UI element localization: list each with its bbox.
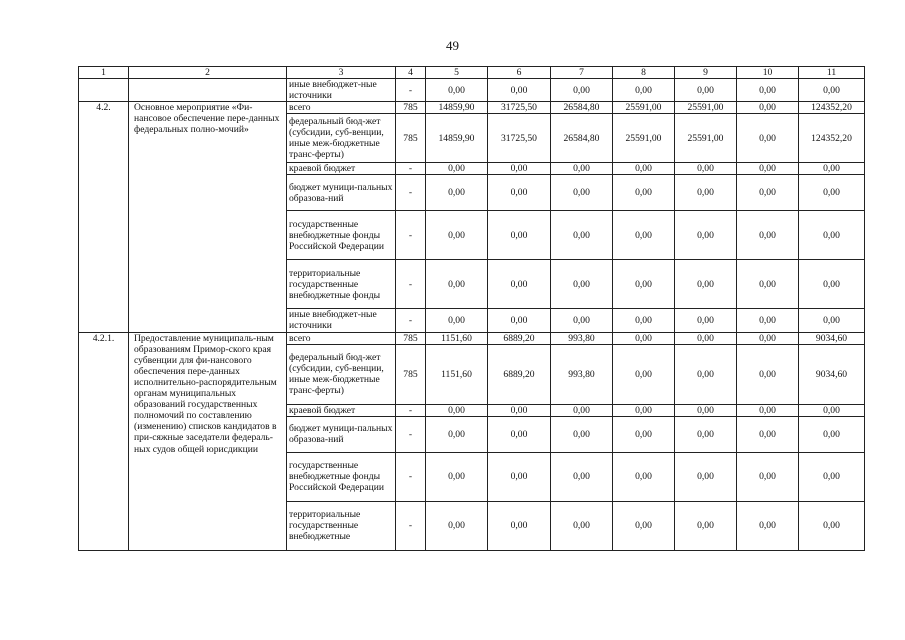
column-number-header: 3: [287, 67, 396, 79]
amount-cell: 1151,60: [426, 332, 488, 344]
amount-cell: 0,00: [551, 163, 613, 175]
table-row: [79, 102, 865, 114]
code-cell: -: [396, 260, 426, 309]
amount-cell: 0,00: [799, 175, 865, 211]
code-cell: 785: [396, 332, 426, 344]
amount-cell: 0,00: [613, 211, 675, 260]
amount-cell: 0,00: [799, 163, 865, 175]
amount-cell: 0,00: [426, 175, 488, 211]
amount-cell: 0,00: [799, 404, 865, 416]
amount-cell: 0,00: [551, 175, 613, 211]
page-number: 49: [446, 38, 459, 53]
funding-source-cell: государственные внебюджетные фонды Российской Федерации: [287, 211, 396, 260]
amount-cell: 0,00: [737, 404, 799, 416]
funding-source-cell: краевой бюджет: [287, 163, 396, 175]
code-cell: 785: [396, 102, 426, 114]
column-number-header: 5: [426, 67, 488, 79]
amount-cell: 0,00: [737, 211, 799, 260]
funding-source-cell: территориальные государственные внебюджетные фонды: [287, 260, 396, 309]
amount-cell: 31725,50: [488, 114, 551, 163]
amount-cell: 0,00: [799, 309, 865, 332]
item-number-cell: 4.2.1.: [79, 332, 129, 550]
amount-cell: 0,00: [675, 416, 737, 452]
funding-source-cell: всего: [287, 102, 396, 114]
amount-cell: 0,00: [675, 260, 737, 309]
funding-source-cell: иные внебюджет-ные источники: [287, 79, 396, 102]
amount-cell: 0,00: [737, 501, 799, 550]
amount-cell: 0,00: [613, 309, 675, 332]
amount-cell: 0,00: [551, 79, 613, 102]
amount-cell: 0,00: [488, 260, 551, 309]
column-number-header: 1: [79, 67, 129, 79]
amount-cell: 0,00: [613, 163, 675, 175]
amount-cell: 0,00: [737, 175, 799, 211]
amount-cell: 0,00: [426, 309, 488, 332]
column-number-header: 7: [551, 67, 613, 79]
amount-cell: 0,00: [613, 332, 675, 344]
amount-cell: 0,00: [551, 211, 613, 260]
funding-source-cell: федеральный бюд-жет (субсидии, суб-венции, иные меж-бюджетные транс-ферты): [287, 114, 396, 163]
item-name-cell: Предоставление муниципаль-ным образованиям Примор-ского края субвенции для фи-нансового обеспечения пере-данных исполнительно-распорядительным органам муниципальных образований государственных полномочий по составлению (изменению) списков кандидатов в при-сяжные заседатели федераль-ных судов общей юрисдикции: [129, 332, 287, 550]
amount-cell: 14859,90: [426, 114, 488, 163]
amount-cell: 0,00: [488, 79, 551, 102]
amount-cell: 0,00: [613, 416, 675, 452]
code-cell: -: [396, 309, 426, 332]
amount-cell: 0,00: [737, 344, 799, 404]
amount-cell: 0,00: [551, 416, 613, 452]
funding-source-cell: государственные внебюджетные фонды Российской Федерации: [287, 452, 396, 501]
amount-cell: 0,00: [675, 404, 737, 416]
code-cell: -: [396, 79, 426, 102]
amount-cell: 0,00: [426, 79, 488, 102]
code-cell: -: [396, 175, 426, 211]
amount-cell: 0,00: [737, 79, 799, 102]
amount-cell: 0,00: [426, 404, 488, 416]
amount-cell: 0,00: [675, 175, 737, 211]
amount-cell: 25591,00: [675, 102, 737, 114]
amount-cell: 0,00: [613, 260, 675, 309]
column-number-header: 4: [396, 67, 426, 79]
item-number-cell: 4.2.: [79, 102, 129, 332]
row-number-cell: [79, 79, 129, 102]
amount-cell: 0,00: [799, 501, 865, 550]
code-cell: -: [396, 452, 426, 501]
amount-cell: 0,00: [613, 79, 675, 102]
column-number-header: 6: [488, 67, 551, 79]
amount-cell: 0,00: [737, 102, 799, 114]
amount-cell: 0,00: [488, 211, 551, 260]
amount-cell: 0,00: [551, 404, 613, 416]
amount-cell: 0,00: [426, 452, 488, 501]
funding-source-cell: территориальные государственные внебюджетные: [287, 501, 396, 550]
amount-cell: 26584,80: [551, 114, 613, 163]
funding-source-cell: иные внебюджет-ные источники: [287, 309, 396, 332]
funding-source-cell: всего: [287, 332, 396, 344]
amount-cell: 9034,60: [799, 344, 865, 404]
code-cell: -: [396, 211, 426, 260]
amount-cell: 0,00: [675, 501, 737, 550]
amount-cell: 6889,20: [488, 332, 551, 344]
amount-cell: 0,00: [799, 260, 865, 309]
funding-source-cell: краевой бюджет: [287, 404, 396, 416]
amount-cell: 0,00: [675, 79, 737, 102]
row-name-cell: [129, 79, 287, 102]
table-row: [79, 332, 865, 344]
amount-cell: 31725,50: [488, 102, 551, 114]
amount-cell: 0,00: [551, 260, 613, 309]
amount-cell: 0,00: [675, 344, 737, 404]
amount-cell: 0,00: [488, 404, 551, 416]
amount-cell: 0,00: [551, 501, 613, 550]
amount-cell: 0,00: [426, 260, 488, 309]
amount-cell: 25591,00: [613, 102, 675, 114]
amount-cell: 0,00: [613, 404, 675, 416]
funding-source-cell: бюджет муници-пальных образова-ний: [287, 175, 396, 211]
column-number-header: 9: [675, 67, 737, 79]
amount-cell: 25591,00: [613, 114, 675, 163]
amount-cell: 0,00: [488, 452, 551, 501]
amount-cell: 0,00: [799, 79, 865, 102]
amount-cell: 0,00: [737, 309, 799, 332]
table-row: [79, 79, 865, 102]
amount-cell: 993,80: [551, 332, 613, 344]
amount-cell: 0,00: [799, 211, 865, 260]
amount-cell: 0,00: [737, 114, 799, 163]
amount-cell: 0,00: [737, 452, 799, 501]
code-cell: 785: [396, 114, 426, 163]
amount-cell: 0,00: [613, 452, 675, 501]
amount-cell: 0,00: [488, 501, 551, 550]
budget-table: [78, 66, 865, 551]
amount-cell: 0,00: [737, 260, 799, 309]
amount-cell: 0,00: [426, 163, 488, 175]
amount-cell: 0,00: [488, 416, 551, 452]
amount-cell: 25591,00: [675, 114, 737, 163]
code-cell: -: [396, 163, 426, 175]
amount-cell: 14859,90: [426, 102, 488, 114]
code-cell: -: [396, 404, 426, 416]
amount-cell: 6889,20: [488, 344, 551, 404]
amount-cell: 0,00: [737, 332, 799, 344]
amount-cell: 0,00: [551, 309, 613, 332]
amount-cell: 993,80: [551, 344, 613, 404]
amount-cell: 26584,80: [551, 102, 613, 114]
amount-cell: 0,00: [737, 416, 799, 452]
amount-cell: 0,00: [426, 501, 488, 550]
column-number-header: 10: [737, 67, 799, 79]
funding-source-cell: федеральный бюд-жет (субсидии, суб-венции, иные меж-бюджетные транс-ферты): [287, 344, 396, 404]
amount-cell: 0,00: [675, 332, 737, 344]
amount-cell: 0,00: [426, 416, 488, 452]
column-number-header: 8: [613, 67, 675, 79]
amount-cell: 0,00: [488, 163, 551, 175]
amount-cell: 0,00: [799, 452, 865, 501]
amount-cell: 0,00: [613, 175, 675, 211]
amount-cell: 0,00: [613, 344, 675, 404]
amount-cell: 0,00: [737, 163, 799, 175]
code-cell: -: [396, 501, 426, 550]
code-cell: -: [396, 416, 426, 452]
header-row: [79, 67, 865, 79]
funding-source-cell: бюджет муници-пальных образова-ний: [287, 416, 396, 452]
amount-cell: 0,00: [488, 309, 551, 332]
amount-cell: 0,00: [675, 163, 737, 175]
amount-cell: 0,00: [675, 309, 737, 332]
amount-cell: 0,00: [675, 211, 737, 260]
amount-cell: 0,00: [551, 452, 613, 501]
amount-cell: 124352,20: [799, 114, 865, 163]
item-name-cell: Основное мероприятие «Фи-нансовое обеспечение пере-данных федеральных полно-мочий»: [129, 102, 287, 332]
amount-cell: 0,00: [799, 416, 865, 452]
amount-cell: 0,00: [675, 452, 737, 501]
amount-cell: 0,00: [426, 211, 488, 260]
amount-cell: 0,00: [488, 175, 551, 211]
amount-cell: 0,00: [613, 501, 675, 550]
amount-cell: 124352,20: [799, 102, 865, 114]
code-cell: 785: [396, 344, 426, 404]
column-number-header: 11: [799, 67, 865, 79]
amount-cell: 1151,60: [426, 344, 488, 404]
amount-cell: 9034,60: [799, 332, 865, 344]
column-number-header: 2: [129, 67, 287, 79]
